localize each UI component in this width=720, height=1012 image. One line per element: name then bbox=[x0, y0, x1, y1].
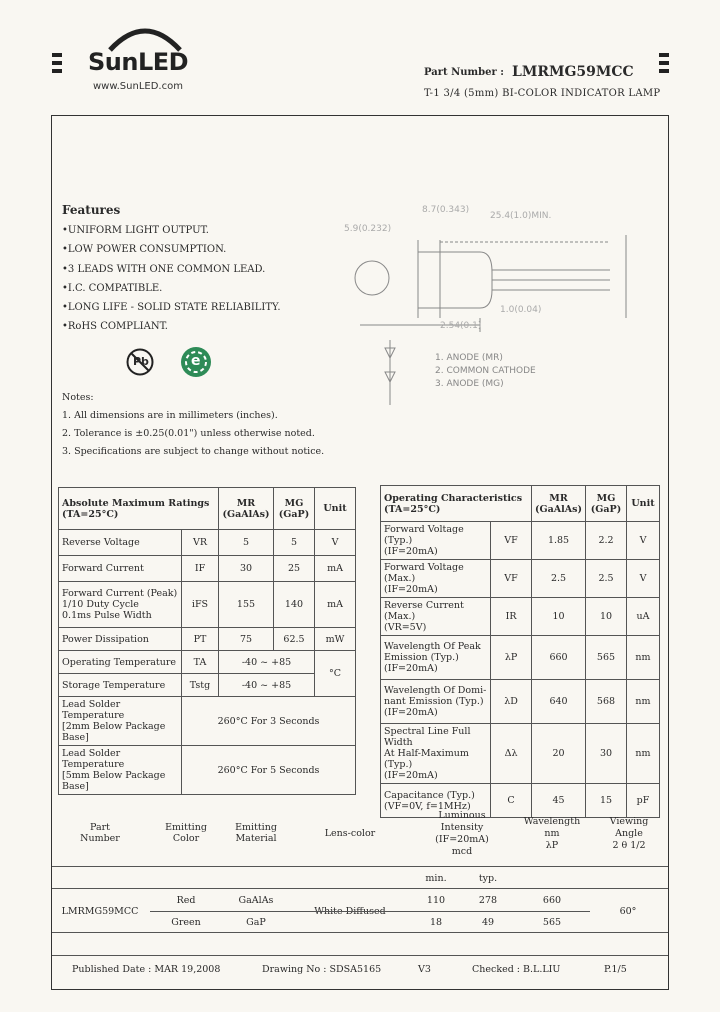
pt-min-label: min. bbox=[425, 873, 447, 884]
param-cell: Operating Temperature bbox=[59, 651, 182, 674]
value-cell: 25 bbox=[274, 556, 315, 582]
abs-max-title-cell bbox=[59, 488, 219, 530]
pin-label: 2. COMMON CATHODE bbox=[435, 366, 536, 376]
abs-max-table bbox=[58, 487, 356, 795]
solder-value-cell: 260°C For 5 Seconds bbox=[182, 746, 356, 795]
value-cell: 1.85 bbox=[532, 522, 586, 560]
header-bar-left-1 bbox=[52, 53, 62, 57]
pt-header-line: Emitting bbox=[165, 822, 207, 833]
col-mr-label: MR bbox=[236, 497, 256, 509]
value-cell: 565 bbox=[586, 636, 627, 680]
pt-header-line: nm bbox=[544, 828, 560, 839]
value-cell: 20 bbox=[532, 724, 586, 784]
value-cell: 5 bbox=[219, 530, 274, 556]
value-cell: 140 bbox=[274, 582, 315, 628]
symbol-cell: C bbox=[491, 784, 532, 818]
param-line: Forward Voltage (Typ.) bbox=[384, 524, 464, 546]
value-cell: 660 bbox=[532, 636, 586, 680]
symbol-cell: PT bbox=[182, 628, 219, 651]
pt-typ: 49 bbox=[481, 917, 495, 928]
pt-header-line: Wavelength bbox=[523, 816, 581, 827]
value-cell: 2.5 bbox=[586, 560, 627, 598]
feature-item: •I.C. COMPATIBLE. bbox=[62, 283, 163, 294]
value-cell: 45 bbox=[532, 784, 586, 818]
symbol-cell: Δλ bbox=[491, 724, 532, 784]
unit-cell: mA bbox=[315, 556, 356, 582]
value-cell: 5 bbox=[274, 530, 315, 556]
pt-divider bbox=[52, 888, 668, 889]
pt-header-line: 2 θ 1/2 bbox=[612, 840, 646, 851]
unit-cell: mW bbox=[315, 628, 356, 651]
footer-published: Published Date : MAR 19,2008 bbox=[72, 964, 221, 975]
unit-cell: nm bbox=[627, 724, 660, 784]
pt-header-line: Color bbox=[172, 833, 200, 844]
param-cell bbox=[381, 724, 491, 784]
symbol-cell: IF bbox=[182, 556, 219, 582]
footer-checked: Checked : B.L.LIU bbox=[472, 964, 561, 975]
value-cell: 10 bbox=[532, 598, 586, 636]
param-line: (IF=20mA) bbox=[384, 663, 438, 674]
pt-header-luminous bbox=[420, 810, 504, 858]
pt-divider bbox=[52, 955, 668, 956]
value-cell: 10 bbox=[586, 598, 627, 636]
pt-color: Green bbox=[171, 917, 201, 928]
param-cell bbox=[381, 560, 491, 598]
pin-label: 3. ANODE (MG) bbox=[435, 379, 504, 389]
unit-cell: nm bbox=[627, 680, 660, 724]
value-cell: 62.5 bbox=[274, 628, 315, 651]
op-char-table bbox=[380, 485, 660, 818]
pt-header-emit-color bbox=[154, 822, 218, 844]
param-cell bbox=[59, 697, 182, 746]
value-cell: 2.5 bbox=[532, 560, 586, 598]
param-line: (IF=20mA) bbox=[384, 546, 438, 557]
param-line: Reverse Current (Max.) bbox=[384, 600, 464, 622]
dim-label: 25.4(1.0)MIN. bbox=[490, 211, 552, 221]
unit-cell: mA bbox=[315, 582, 356, 628]
param-line: Wavelength Of Domi- bbox=[384, 685, 487, 696]
pt-header-wavelength bbox=[516, 816, 588, 852]
pt-header-line: (IF=20mA) bbox=[435, 834, 489, 845]
param-cell bbox=[381, 636, 491, 680]
pt-header-line: Luminous bbox=[438, 810, 486, 821]
pt-wavelength: 660 bbox=[542, 895, 562, 906]
param-line: (VR=5V) bbox=[384, 622, 427, 633]
unit-cell: V bbox=[315, 530, 356, 556]
param-line: Spectral Line Full Width bbox=[384, 726, 471, 748]
col-unit-header: Unit bbox=[315, 488, 356, 530]
note-item: 2. Tolerance is ±0.25(0.01") unless otherwise noted. bbox=[62, 428, 315, 439]
col-mr-header bbox=[219, 488, 274, 530]
unit-cell: °C bbox=[315, 651, 356, 697]
pt-header-line: Material bbox=[235, 833, 277, 844]
pb-free-icon bbox=[126, 348, 154, 376]
unit-cell: V bbox=[627, 560, 660, 598]
param-cell: Forward Current bbox=[59, 556, 182, 582]
feature-item: •LONG LIFE - SOLID STATE RELIABILITY. bbox=[62, 302, 281, 313]
pb-free-label: Pb bbox=[133, 355, 149, 368]
col-mr-material: (GaAlAs) bbox=[222, 508, 270, 520]
pt-header-lens: Lens-color bbox=[324, 828, 376, 839]
param-line: Forward Current (Peak) bbox=[62, 588, 178, 599]
symbol-cell: IR bbox=[491, 598, 532, 636]
abs-max-title: Absolute Maximum Ratings bbox=[62, 497, 210, 509]
param-line: (VF=0V, f=1MHz) bbox=[384, 800, 471, 812]
solder-value-cell: 260°C For 3 Seconds bbox=[182, 697, 356, 746]
led-dimension-drawing bbox=[340, 200, 640, 415]
value-cell: 155 bbox=[219, 582, 274, 628]
symbol-cell: λD bbox=[491, 680, 532, 724]
note-item: 3. Specifications are subject to change without notice. bbox=[62, 446, 325, 457]
op-char-title: Operating Characteristics bbox=[384, 492, 523, 504]
value-cell: 15 bbox=[586, 784, 627, 818]
param-line: Emission (Typ.) bbox=[384, 652, 459, 663]
param-cell: Reverse Voltage bbox=[59, 530, 182, 556]
unit-cell: V bbox=[627, 522, 660, 560]
param-line: 1/10 Duty Cycle bbox=[62, 599, 139, 610]
col-mr-header bbox=[532, 486, 586, 522]
param-cell bbox=[59, 582, 182, 628]
header-bar-right-1 bbox=[659, 53, 669, 57]
footer-page: P.1/5 bbox=[604, 964, 627, 975]
pt-header-viewing bbox=[596, 816, 662, 852]
pt-header-line: Number bbox=[80, 833, 120, 844]
pt-header-line: Part bbox=[90, 822, 110, 833]
param-line: Forward Voltage (Max.) bbox=[384, 562, 464, 584]
value-cell: 2.2 bbox=[586, 522, 627, 560]
param-line: (IF=20mA) bbox=[384, 770, 438, 781]
value-cell: 30 bbox=[586, 724, 627, 784]
unit-cell: nm bbox=[627, 636, 660, 680]
pt-wavelength: 565 bbox=[542, 917, 562, 928]
pt-min: 110 bbox=[426, 895, 446, 906]
header-bar-left-3 bbox=[52, 69, 62, 73]
param-line: 0.1ms Pulse Width bbox=[62, 610, 152, 621]
header-bar-left-2 bbox=[52, 61, 62, 65]
dim-label: 5.9(0.232) bbox=[344, 224, 392, 234]
pt-typ: 278 bbox=[478, 895, 498, 906]
param-cell bbox=[381, 598, 491, 636]
unit-cell: uA bbox=[627, 598, 660, 636]
param-line: Lead Solder Temperature bbox=[62, 748, 125, 770]
col-mr-material: (GaAlAs) bbox=[535, 503, 582, 515]
col-unit-header: Unit bbox=[627, 486, 660, 522]
pt-header-part bbox=[68, 822, 132, 844]
abs-max-subtitle: (TA=25°C) bbox=[62, 508, 119, 520]
pt-part-number: LMRMG59MCC bbox=[61, 906, 139, 917]
col-mg-material: (GaP) bbox=[278, 508, 310, 520]
pt-material: GaP bbox=[246, 917, 266, 928]
pt-header-emit-material bbox=[224, 822, 288, 844]
rohs-icon bbox=[180, 346, 212, 378]
symbol-cell: λP bbox=[491, 636, 532, 680]
pt-divider bbox=[52, 932, 668, 933]
pin-label: 1. ANODE (MR) bbox=[435, 353, 503, 363]
pt-header-line: Intensity bbox=[440, 822, 484, 833]
logo-text: SunLED bbox=[88, 48, 189, 76]
dim-label: 8.7(0.343) bbox=[422, 205, 470, 215]
feature-item: •3 LEADS WITH ONE COMMON LEAD. bbox=[62, 264, 266, 275]
pt-typ-label: typ. bbox=[478, 873, 498, 884]
param-cell: Power Dissipation bbox=[59, 628, 182, 651]
col-mr-label: MR bbox=[549, 492, 568, 504]
symbol-cell: Tstg bbox=[182, 674, 219, 697]
col-mg-header bbox=[274, 488, 315, 530]
notes-title: Notes: bbox=[62, 392, 94, 403]
rohs-label: e bbox=[191, 353, 201, 369]
param-cell bbox=[381, 680, 491, 724]
pt-header-line: mcd bbox=[451, 846, 473, 857]
pt-min: 18 bbox=[429, 917, 443, 928]
range-cell: -40 ~ +85 bbox=[219, 674, 315, 697]
header-bar-right-2 bbox=[659, 61, 669, 65]
op-char-title-cell bbox=[381, 486, 532, 522]
product-description: T-1 3/4 (5mm) BI-COLOR INDICATOR LAMP bbox=[424, 88, 661, 99]
dim-label: 2.54(0.1) bbox=[440, 321, 482, 331]
pt-header-line: Emitting bbox=[235, 822, 277, 833]
value-cell: 75 bbox=[219, 628, 274, 651]
symbol-cell: VF bbox=[491, 522, 532, 560]
pt-header-line: Angle bbox=[615, 828, 643, 839]
param-cell bbox=[59, 746, 182, 795]
symbol-cell: TA bbox=[182, 651, 219, 674]
features-title: Features bbox=[62, 203, 121, 217]
unit-cell: pF bbox=[627, 784, 660, 818]
param-line: Wavelength Of Peak bbox=[384, 641, 481, 652]
website-url[interactable]: www.SunLED.com bbox=[93, 81, 183, 92]
pt-color: Red bbox=[176, 895, 196, 906]
part-number: LMRMG59MCC bbox=[512, 64, 634, 80]
col-mg-header bbox=[586, 486, 627, 522]
symbol-cell: VR bbox=[182, 530, 219, 556]
pt-angle: 60° bbox=[619, 906, 637, 917]
header-bar-right-3 bbox=[659, 69, 669, 73]
param-cell bbox=[381, 522, 491, 560]
value-cell: 30 bbox=[219, 556, 274, 582]
op-char-subtitle: (TA=25°C) bbox=[384, 503, 441, 515]
param-line: nant Emission (Typ.) bbox=[384, 696, 484, 707]
pt-header-line: λP bbox=[545, 840, 559, 851]
param-line: (IF=20mA) bbox=[384, 707, 438, 718]
param-line: [5mm Below Package Base] bbox=[62, 770, 166, 792]
param-cell: Storage Temperature bbox=[59, 674, 182, 697]
range-cell: -40 ~ +85 bbox=[219, 651, 315, 674]
value-cell: 640 bbox=[532, 680, 586, 724]
dim-label: 1.0(0.04) bbox=[500, 305, 542, 315]
feature-item: •RoHS COMPLIANT. bbox=[62, 321, 168, 332]
symbol-cell: iFS bbox=[182, 582, 219, 628]
param-line: (IF=20mA) bbox=[384, 584, 438, 595]
note-item: 1. All dimensions are in millimeters (inches). bbox=[62, 410, 278, 421]
part-number-label: Part Number : bbox=[424, 67, 504, 78]
col-mg-label: MG bbox=[284, 497, 304, 509]
param-line: At Half-Maximum (Typ.) bbox=[384, 748, 469, 770]
param-line: Lead Solder Temperature bbox=[62, 699, 125, 721]
pt-divider bbox=[52, 866, 668, 867]
pt-header-line: Viewing bbox=[609, 816, 649, 827]
footer-version: V3 bbox=[418, 964, 431, 975]
symbol-cell: VF bbox=[491, 560, 532, 598]
param-line: [2mm Below Package Base] bbox=[62, 721, 166, 743]
value-cell: 568 bbox=[586, 680, 627, 724]
col-mg-label: MG bbox=[596, 492, 616, 504]
pt-material: GaAlAs bbox=[238, 895, 274, 906]
footer-drawing: Drawing No : SDSA5165 bbox=[262, 964, 382, 975]
param-line: Capacitance (Typ.) bbox=[384, 789, 475, 801]
pt-row-divider bbox=[150, 911, 590, 912]
feature-item: •UNIFORM LIGHT OUTPUT. bbox=[62, 225, 209, 236]
feature-item: •LOW POWER CONSUMPTION. bbox=[62, 244, 227, 255]
col-mg-material: (GaP) bbox=[590, 503, 622, 515]
